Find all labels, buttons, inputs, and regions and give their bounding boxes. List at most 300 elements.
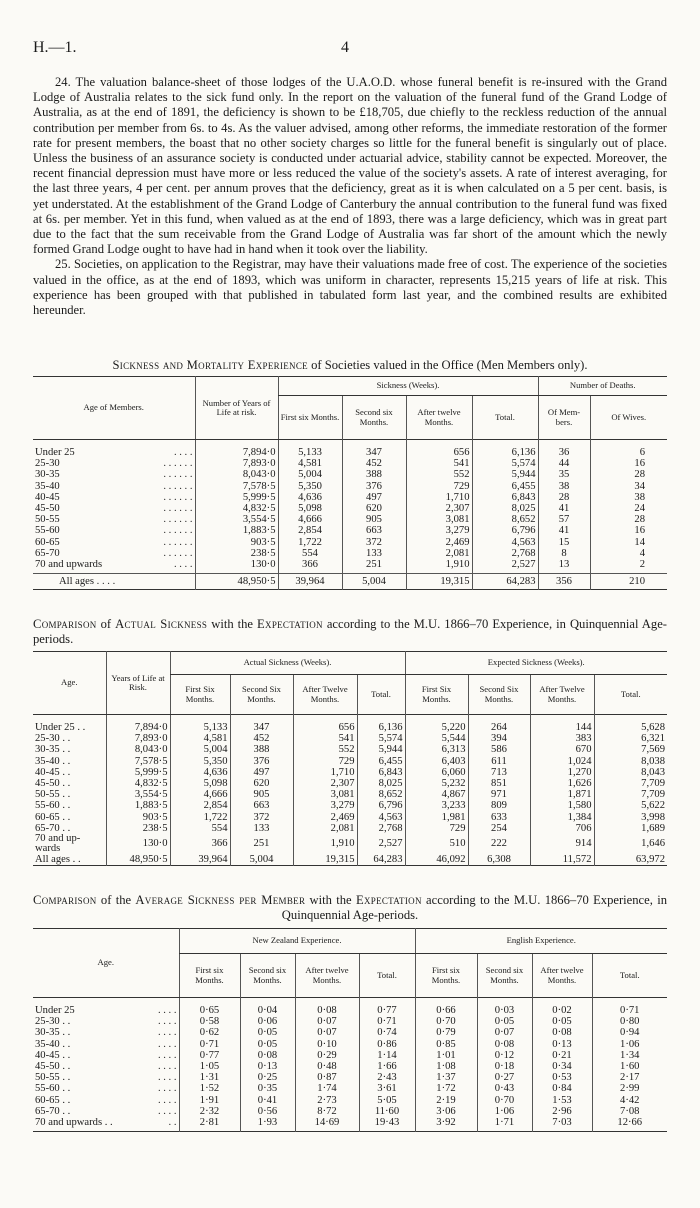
t1-cell-years: 1,883·5 [195, 525, 278, 536]
t1-age-label: 60-65 [35, 536, 60, 548]
t1-cell-first: 554 [278, 548, 342, 559]
t3-cell-et: 0·80 [592, 1016, 667, 1027]
t3-cell-n3: 0·07 [295, 1016, 359, 1027]
t2-cell-a3: 541 [293, 733, 357, 744]
t3-cell-e1: 3·06 [415, 1106, 477, 1117]
t3-cell-nt: 0·77 [359, 998, 415, 1017]
t2-cell-e3: 144 [530, 715, 594, 734]
t2-cell-e2: 611 [468, 756, 530, 767]
t1-age-label: 40-45 [35, 491, 60, 503]
t1-cell-total: 6,136 [472, 440, 538, 459]
t2-cell-at: 6,843 [357, 767, 405, 778]
t1-cell-years: 4,832·5 [195, 503, 278, 514]
paragraph-25: 25. Societies, on application to the Registrar, may have their valuations made free of cost. The experience of the societies valued in the office, as at the end of 1893, which was uniform in character, represents 15,215 years of life at risk. This experience has been grouped with that published in tabulated form last year, and the combined results are exhibited hereunder. [33, 257, 667, 318]
t2-cell-e3: 1,626 [530, 778, 594, 789]
t3-cell-e3: 0·34 [532, 1061, 592, 1072]
t3-cell-nt: 19·43 [359, 1117, 415, 1132]
t1-cell-second: 497 [342, 492, 406, 503]
t2-age-cell: 65-70 . . [35, 822, 71, 834]
t1-cell-second: 663 [342, 525, 406, 536]
t2-cell-e2: 254 [468, 823, 530, 834]
t1-age-dots: . . . . . . [163, 547, 193, 559]
t1-row [33, 537, 667, 548]
t2-row [33, 834, 667, 854]
t3-cell-n3: 0·87 [295, 1072, 359, 1083]
t3-cell-n3: 14·69 [295, 1117, 359, 1132]
t2-cell-et: 7,709 [594, 789, 667, 800]
t1-age-dots: . . . . [173, 447, 193, 458]
t3-cell-n2: 0·08 [240, 1050, 295, 1061]
t2-age-cell: 30-35 . . [35, 744, 71, 756]
t3-cell-n3: 0·29 [295, 1050, 359, 1061]
t2-cell-e2: 394 [468, 733, 530, 744]
t1-age-cell [33, 514, 195, 525]
t2-cell-et: 8,038 [594, 756, 667, 767]
t1-cell-first: 5,098 [278, 503, 342, 514]
t2-cell-a1: 5,098 [170, 778, 230, 789]
t2-header-e-after: After Twelve Months. [530, 675, 594, 715]
t3-cell-n1: 2·32 [179, 1106, 240, 1117]
t1-cell-wives: 16 [590, 458, 667, 469]
t2-cell-e1: 6,060 [405, 767, 468, 778]
t2-row [33, 744, 667, 755]
t3-cell-e1: 2·19 [415, 1095, 477, 1106]
t1-cell-years: 3,554·5 [195, 514, 278, 525]
t3-age-label: 35-40 . . [35, 1038, 71, 1050]
t1-header-after: After twelve Months. [406, 396, 472, 440]
t1-cell-wives: 14 [590, 537, 667, 548]
t3-header-en: English Experience. [415, 929, 667, 954]
t3-header-age: Age. [33, 929, 179, 998]
t1-age-dots: . . . . . . [163, 536, 193, 548]
t3-cell-e3: 2·96 [532, 1106, 592, 1117]
t3-cell-n3: 0·08 [295, 998, 359, 1017]
t3-cell-n1: 0·77 [179, 1050, 240, 1061]
t1-age-dots: . . . . . . [163, 480, 193, 492]
t1-cell-years: 7,578·5 [195, 481, 278, 492]
t3-age-dots: . . . . [157, 1038, 177, 1050]
t2-cell-et: 3,998 [594, 812, 667, 823]
t3-cell-e2: 0·07 [477, 1027, 532, 1038]
t3-age-label: 40-45 . . [35, 1049, 71, 1061]
t3-cell-n2: 0·05 [240, 1027, 295, 1038]
t2-header-actual: Actual Sickness (Weeks). [170, 652, 405, 675]
t3-cell-e1: 0·85 [415, 1039, 477, 1050]
t1-age-dots: . . . . . . [163, 491, 193, 503]
t3-cell-n3: 1·74 [295, 1083, 359, 1094]
t1-cell-wives: 38 [590, 492, 667, 503]
t3-age-label: 70 and upwards . . [35, 1117, 113, 1129]
t2-row [33, 812, 667, 823]
t1-header-years: Number of Years of Life at risk. [195, 377, 278, 440]
t1-age-dots: . . . . . . [163, 514, 193, 526]
t2-cell-a2: 376 [230, 756, 293, 767]
t2-header-expected: Expected Sickness (Weeks). [405, 652, 667, 675]
t1-cell-after: 1,910 [406, 559, 472, 574]
t3-cell-n1: 0·58 [179, 1016, 240, 1027]
t3-cell-nt: 11·60 [359, 1106, 415, 1117]
t3-cell-nt: 2·43 [359, 1072, 415, 1083]
t2-cell-e1: 510 [405, 834, 468, 854]
t1-cell-after: 2,469 [406, 537, 472, 548]
body-text [33, 75, 667, 318]
t1-cell-total: 8,652 [472, 514, 538, 525]
t1-cell-wives: 16 [590, 525, 667, 536]
t1-cell-total: 6,843 [472, 492, 538, 503]
t1-age-cell [33, 458, 195, 469]
t1-cell-first: 4,636 [278, 492, 342, 503]
t1-age-cell [33, 492, 195, 503]
t3-cell-et: 4·42 [592, 1095, 667, 1106]
t1-row [33, 469, 667, 480]
t2-header-e-first: First Six Months. [405, 675, 468, 715]
t3-cell-n3: 0·07 [295, 1027, 359, 1038]
t1-age-cell [33, 559, 195, 574]
t2-cell-a2: 251 [230, 834, 293, 854]
t1-row [33, 548, 667, 559]
t1-cell-second: 347 [342, 440, 406, 459]
t3-age-dots: . . . . [157, 1105, 177, 1117]
t3-header-en-after: After twelve Months. [532, 954, 592, 998]
t1-age-dots: . . . . [173, 559, 193, 571]
t1-cell-members: 36 [538, 440, 590, 459]
t1-age-cell [33, 469, 195, 480]
t1-cell-second: 905 [342, 514, 406, 525]
table1-caption: Sickness and Mortality Experience of Societies valued in the Office (Men Members only). [112, 358, 588, 372]
t1-age-label: 65-70 [35, 547, 60, 559]
t1-cell-wives: 28 [590, 469, 667, 480]
t3-cell-n3: 8·72 [295, 1106, 359, 1117]
t3-cell-e3: 1·53 [532, 1095, 592, 1106]
t2-cell-e1: 6,403 [405, 756, 468, 767]
t3-cell-nt: 0·74 [359, 1027, 415, 1038]
t2-cell-e1: 6,313 [405, 744, 468, 755]
t3-age-label: Under 25 [35, 1005, 75, 1016]
t2-header-e-second: Second Six Months. [468, 675, 530, 715]
t2-total-row: All ages . . 48,950·5 39,964 5,004 19,315 64,283 46,092 6,308 11,572 63,972 [35, 854, 665, 866]
t3-cell-e2: 0·43 [477, 1083, 532, 1094]
t2-cell-years: 5,999·5 [106, 767, 170, 778]
t2-cell-e3: 1,580 [530, 800, 594, 811]
t2-cell-a3: 3,081 [293, 789, 357, 800]
t1-cell-second: 388 [342, 469, 406, 480]
t2-cell-a1: 4,581 [170, 733, 230, 744]
t1-row [33, 503, 667, 514]
t2-header-a-total: Total. [357, 675, 405, 715]
t3-cell-n2: 0·35 [240, 1083, 295, 1094]
t3-cell-e1: 0·66 [415, 998, 477, 1017]
t1-cell-members: 38 [538, 481, 590, 492]
t3-age-cell [33, 1095, 179, 1106]
t1-cell-members: 8 [538, 548, 590, 559]
t3-row [33, 1061, 667, 1072]
t1-cell-first: 4,581 [278, 458, 342, 469]
t3-row [33, 1095, 667, 1106]
t3-row [33, 1106, 667, 1117]
t2-cell-et: 1,689 [594, 823, 667, 834]
t3-age-cell [33, 1072, 179, 1083]
t2-cell-a1: 5,133 [170, 715, 230, 734]
t3-cell-e3: 0·08 [532, 1027, 592, 1038]
t3-cell-et: 1·06 [592, 1039, 667, 1050]
t2-row [33, 756, 667, 767]
t1-cell-wives: 34 [590, 481, 667, 492]
t3-cell-e1: 1·01 [415, 1050, 477, 1061]
t2-cell-a1: 4,636 [170, 767, 230, 778]
t3-cell-e2: 0·08 [477, 1039, 532, 1050]
t2-cell-e3: 1,024 [530, 756, 594, 767]
t3-cell-n1: 1·91 [179, 1095, 240, 1106]
t2-cell-a2: 905 [230, 789, 293, 800]
t3-cell-nt: 5·05 [359, 1095, 415, 1106]
t2-cell-e2: 586 [468, 744, 530, 755]
t2-cell-et: 5,622 [594, 800, 667, 811]
t2-cell-years: 238·5 [106, 823, 170, 834]
t1-header-second: Second six Months. [342, 396, 406, 440]
t1-cell-after: 656 [406, 440, 472, 459]
t3-cell-et: 2·99 [592, 1083, 667, 1094]
t1-cell-total: 2,527 [472, 559, 538, 574]
t3-cell-nt: 0·71 [359, 1016, 415, 1027]
t3-cell-e2: 1·71 [477, 1117, 532, 1132]
t1-cell-after: 3,081 [406, 514, 472, 525]
t3-cell-n2: 0·05 [240, 1039, 295, 1050]
t2-header-e-total: Total. [594, 675, 667, 715]
t2-cell-et: 6,321 [594, 733, 667, 744]
t3-age-cell [33, 1027, 179, 1038]
t3-cell-e1: 0·70 [415, 1016, 477, 1027]
t3-cell-n1: 0·62 [179, 1027, 240, 1038]
t3-age-cell [33, 1039, 179, 1050]
t3-cell-nt: 0·86 [359, 1039, 415, 1050]
t3-cell-et: 7·08 [592, 1106, 667, 1117]
t3-age-label: 45-50 . . [35, 1061, 71, 1073]
t3-cell-e1: 1·72 [415, 1083, 477, 1094]
t2-cell-a3: 656 [293, 715, 357, 734]
t3-age-cell [33, 1117, 179, 1132]
t2-header-years: Years of Life at Risk. [106, 652, 170, 715]
t3-header-nz-second: Second six Months. [240, 954, 295, 998]
t2-row [33, 778, 667, 789]
t3-age-label: 30-35 . . [35, 1027, 71, 1039]
t3-header-nz-after: After twelve Months. [295, 954, 359, 998]
t3-header-nz: New Zealand Experience. [179, 929, 415, 954]
t3-cell-nt: 1·66 [359, 1061, 415, 1072]
t2-cell-a3: 552 [293, 744, 357, 755]
t2-cell-e2: 633 [468, 812, 530, 823]
t3-row [33, 1050, 667, 1061]
t1-age-label: 55-60 [35, 525, 60, 537]
t1-age-label: 45-50 [35, 503, 60, 515]
t3-cell-et: 0·94 [592, 1027, 667, 1038]
t1-cell-total: 4,563 [472, 537, 538, 548]
t2-cell-a2: 133 [230, 823, 293, 834]
t1-row [33, 492, 667, 503]
t3-cell-n1: 1·31 [179, 1072, 240, 1083]
t3-cell-n1: 1·05 [179, 1061, 240, 1072]
t2-row [33, 823, 667, 834]
t1-header-members: Of Mem-bers. [538, 396, 590, 440]
t2-header-a-first: First Six Months. [170, 675, 230, 715]
t1-cell-total: 6,455 [472, 481, 538, 492]
t2-cell-e1: 4,867 [405, 789, 468, 800]
t1-cell-total: 5,574 [472, 458, 538, 469]
t3-header-en-second: Second six Months. [477, 954, 532, 998]
t1-cell-wives: 2 [590, 559, 667, 574]
t2-cell-a3: 2,307 [293, 778, 357, 789]
t3-cell-e2: 0·18 [477, 1061, 532, 1072]
t2-cell-et: 7,569 [594, 744, 667, 755]
t1-cell-first: 366 [278, 559, 342, 574]
page-number: 4 [341, 39, 349, 56]
t2-cell-a2: 497 [230, 767, 293, 778]
t3-age-label: 55-60 . . [35, 1083, 71, 1095]
t1-cell-first: 1,722 [278, 537, 342, 548]
t3-cell-e3: 7·03 [532, 1117, 592, 1132]
t1-age-label: 35-40 [35, 480, 60, 492]
t2-cell-a1: 2,854 [170, 800, 230, 811]
t2-row [33, 733, 667, 744]
t2-cell-a1: 366 [170, 834, 230, 854]
t3-cell-n2: 0·13 [240, 1061, 295, 1072]
t3-cell-e3: 0·21 [532, 1050, 592, 1061]
t3-cell-et: 0·71 [592, 998, 667, 1017]
t1-cell-wives: 28 [590, 514, 667, 525]
t1-cell-total: 2,768 [472, 548, 538, 559]
t2-cell-a1: 4,666 [170, 789, 230, 800]
t1-age-dots: . . . . . . [163, 503, 193, 515]
t3-cell-e2: 0·12 [477, 1050, 532, 1061]
t3-cell-e3: 0·02 [532, 998, 592, 1017]
t3-cell-e2: 0·27 [477, 1072, 532, 1083]
t2-cell-years: 3,554·5 [106, 789, 170, 800]
t1-cell-members: 35 [538, 469, 590, 480]
actual-vs-expected-table [33, 651, 667, 866]
t2-cell-e3: 706 [530, 823, 594, 834]
t1-cell-first: 2,854 [278, 525, 342, 536]
t2-cell-e2: 851 [468, 778, 530, 789]
t2-cell-at: 2,527 [357, 834, 405, 854]
t1-cell-members: 15 [538, 537, 590, 548]
t2-cell-a1: 1,722 [170, 812, 230, 823]
t3-age-cell [33, 1106, 179, 1117]
t3-cell-e3: 0·13 [532, 1039, 592, 1050]
document-reference: H.—1. [33, 39, 77, 56]
t3-age-dots: . . . . [157, 1005, 177, 1016]
t2-cell-years: 8,043·0 [106, 744, 170, 755]
t3-age-dots: . . . . [157, 1049, 177, 1061]
t3-cell-n2: 0·56 [240, 1106, 295, 1117]
t3-row [33, 1027, 667, 1038]
t2-age-cell: 25-30 . . [35, 733, 71, 745]
t1-cell-after: 2,081 [406, 548, 472, 559]
t1-cell-after: 729 [406, 481, 472, 492]
t2-cell-years: 4,832·5 [106, 778, 170, 789]
t2-cell-e3: 914 [530, 834, 594, 854]
t1-age-label: Under 25 [35, 447, 75, 458]
t2-cell-at: 5,574 [357, 733, 405, 744]
t1-row [33, 559, 667, 574]
t2-cell-years: 7,894·0 [106, 715, 170, 734]
t3-cell-n3: 0·48 [295, 1061, 359, 1072]
page-header [33, 39, 667, 59]
t2-cell-e2: 713 [468, 767, 530, 778]
t1-header-first: First six Months. [278, 396, 342, 440]
t2-row [33, 767, 667, 778]
t3-age-label: 25-30 . . [35, 1016, 71, 1028]
t3-cell-n2: 0·04 [240, 998, 295, 1017]
t1-age-cell [33, 503, 195, 514]
t3-age-cell [33, 1050, 179, 1061]
t1-age-label: 30-35 [35, 469, 60, 481]
t2-age-cell: Under 25 . . [35, 722, 86, 733]
t1-cell-second: 452 [342, 458, 406, 469]
t1-cell-years: 8,043·0 [195, 469, 278, 480]
t1-cell-wives: 24 [590, 503, 667, 514]
t3-cell-n2: 1·93 [240, 1117, 295, 1132]
t1-cell-wives: 6 [590, 440, 667, 459]
t1-header-age: Age of Members. [33, 377, 195, 440]
t1-header-deaths: Number of Deaths. [538, 377, 667, 396]
t1-row [33, 458, 667, 469]
t1-age-cell [33, 548, 195, 559]
t1-cell-after: 2,307 [406, 503, 472, 514]
t3-cell-n2: 0·25 [240, 1072, 295, 1083]
t3-cell-n3: 2·73 [295, 1095, 359, 1106]
t3-cell-n2: 0·41 [240, 1095, 295, 1106]
t2-cell-a3: 3,279 [293, 800, 357, 811]
t1-age-dots: . . . . . . [163, 525, 193, 537]
t2-cell-a2: 663 [230, 800, 293, 811]
t1-cell-total: 8,025 [472, 503, 538, 514]
t2-cell-et: 8,043 [594, 767, 667, 778]
t1-cell-total: 6,796 [472, 525, 538, 536]
t2-header-a-second: Second Six Months. [230, 675, 293, 715]
t1-cell-after: 1,710 [406, 492, 472, 503]
t1-cell-after: 3,279 [406, 525, 472, 536]
t1-cell-wives: 4 [590, 548, 667, 559]
t1-header-wives: Of Wives. [590, 396, 667, 440]
t3-header-nz-total: Total. [359, 954, 415, 998]
t3-row [33, 998, 667, 1017]
t2-cell-a1: 554 [170, 823, 230, 834]
t3-row [33, 1083, 667, 1094]
t1-age-cell [33, 525, 195, 536]
t1-cell-years: 903·5 [195, 537, 278, 548]
t3-cell-e3: 0·05 [532, 1016, 592, 1027]
t3-cell-nt: 1·14 [359, 1050, 415, 1061]
t1-cell-members: 44 [538, 458, 590, 469]
t2-cell-at: 4,563 [357, 812, 405, 823]
t2-age-cell: 35-40 . . [35, 755, 71, 767]
t2-cell-e3: 1,384 [530, 812, 594, 823]
t2-cell-at: 6,796 [357, 800, 405, 811]
t1-cell-years: 130·0 [195, 559, 278, 574]
t1-age-dots: . . . . . . [163, 469, 193, 481]
t3-age-cell [33, 1061, 179, 1072]
t2-cell-a2: 620 [230, 778, 293, 789]
paragraph-24: 24. The valuation balance-sheet of those lodges of the U.A.O.D. whose funeral benefit is re-insured with the Grand Lodge of Australia relates to the sick fund only. In the report on the valuation of the funeral fund of the Grand Lodge of Australia, as at the end of 1891, the deficiency is shown to be £18,705, due chiefly to the reckless reduction of the annual contribution per member from 6s. to 4s. As the valuer advised, among other reforms, the immediate restoration of the former rate for present members, the boast that no other society charges so little for the funeral benefit is singularly out of place. Unless the business of an assurance society is conducted under actuarial advice, stability cannot be expected. Moreover, the recent financial depression must have more or less reduced the value of the society's assets. A rate of interest averaging, for the last three years, 4 per cent. per annum proves that the deficiency, great as it is when calculated on a 5 per cent. basis, is yet understated. At the establishment of the Grand Lodge of Canterbury the annual contribution to the funeral fund was fixed at 6s. per member. Yet in this fund, when valued as at the end of 1893, there was a large deficiency, which was in great part due to the fact that the sum receivable from the Grand Lodge of Australia was far short of the amount which the newly formed Grand Lodge ought to have had in hand when it took over the liability. [33, 75, 667, 257]
t2-cell-a3: 729 [293, 756, 357, 767]
t3-age-dots: . . . . [157, 1016, 177, 1028]
t2-cell-e3: 670 [530, 744, 594, 755]
t3-age-cell [33, 998, 179, 1017]
t3-cell-e2: 0·05 [477, 1016, 532, 1027]
t2-cell-e3: 383 [530, 733, 594, 744]
t2-cell-a1: 5,350 [170, 756, 230, 767]
t3-cell-et: 1·34 [592, 1050, 667, 1061]
t3-cell-n1: 0·71 [179, 1039, 240, 1050]
